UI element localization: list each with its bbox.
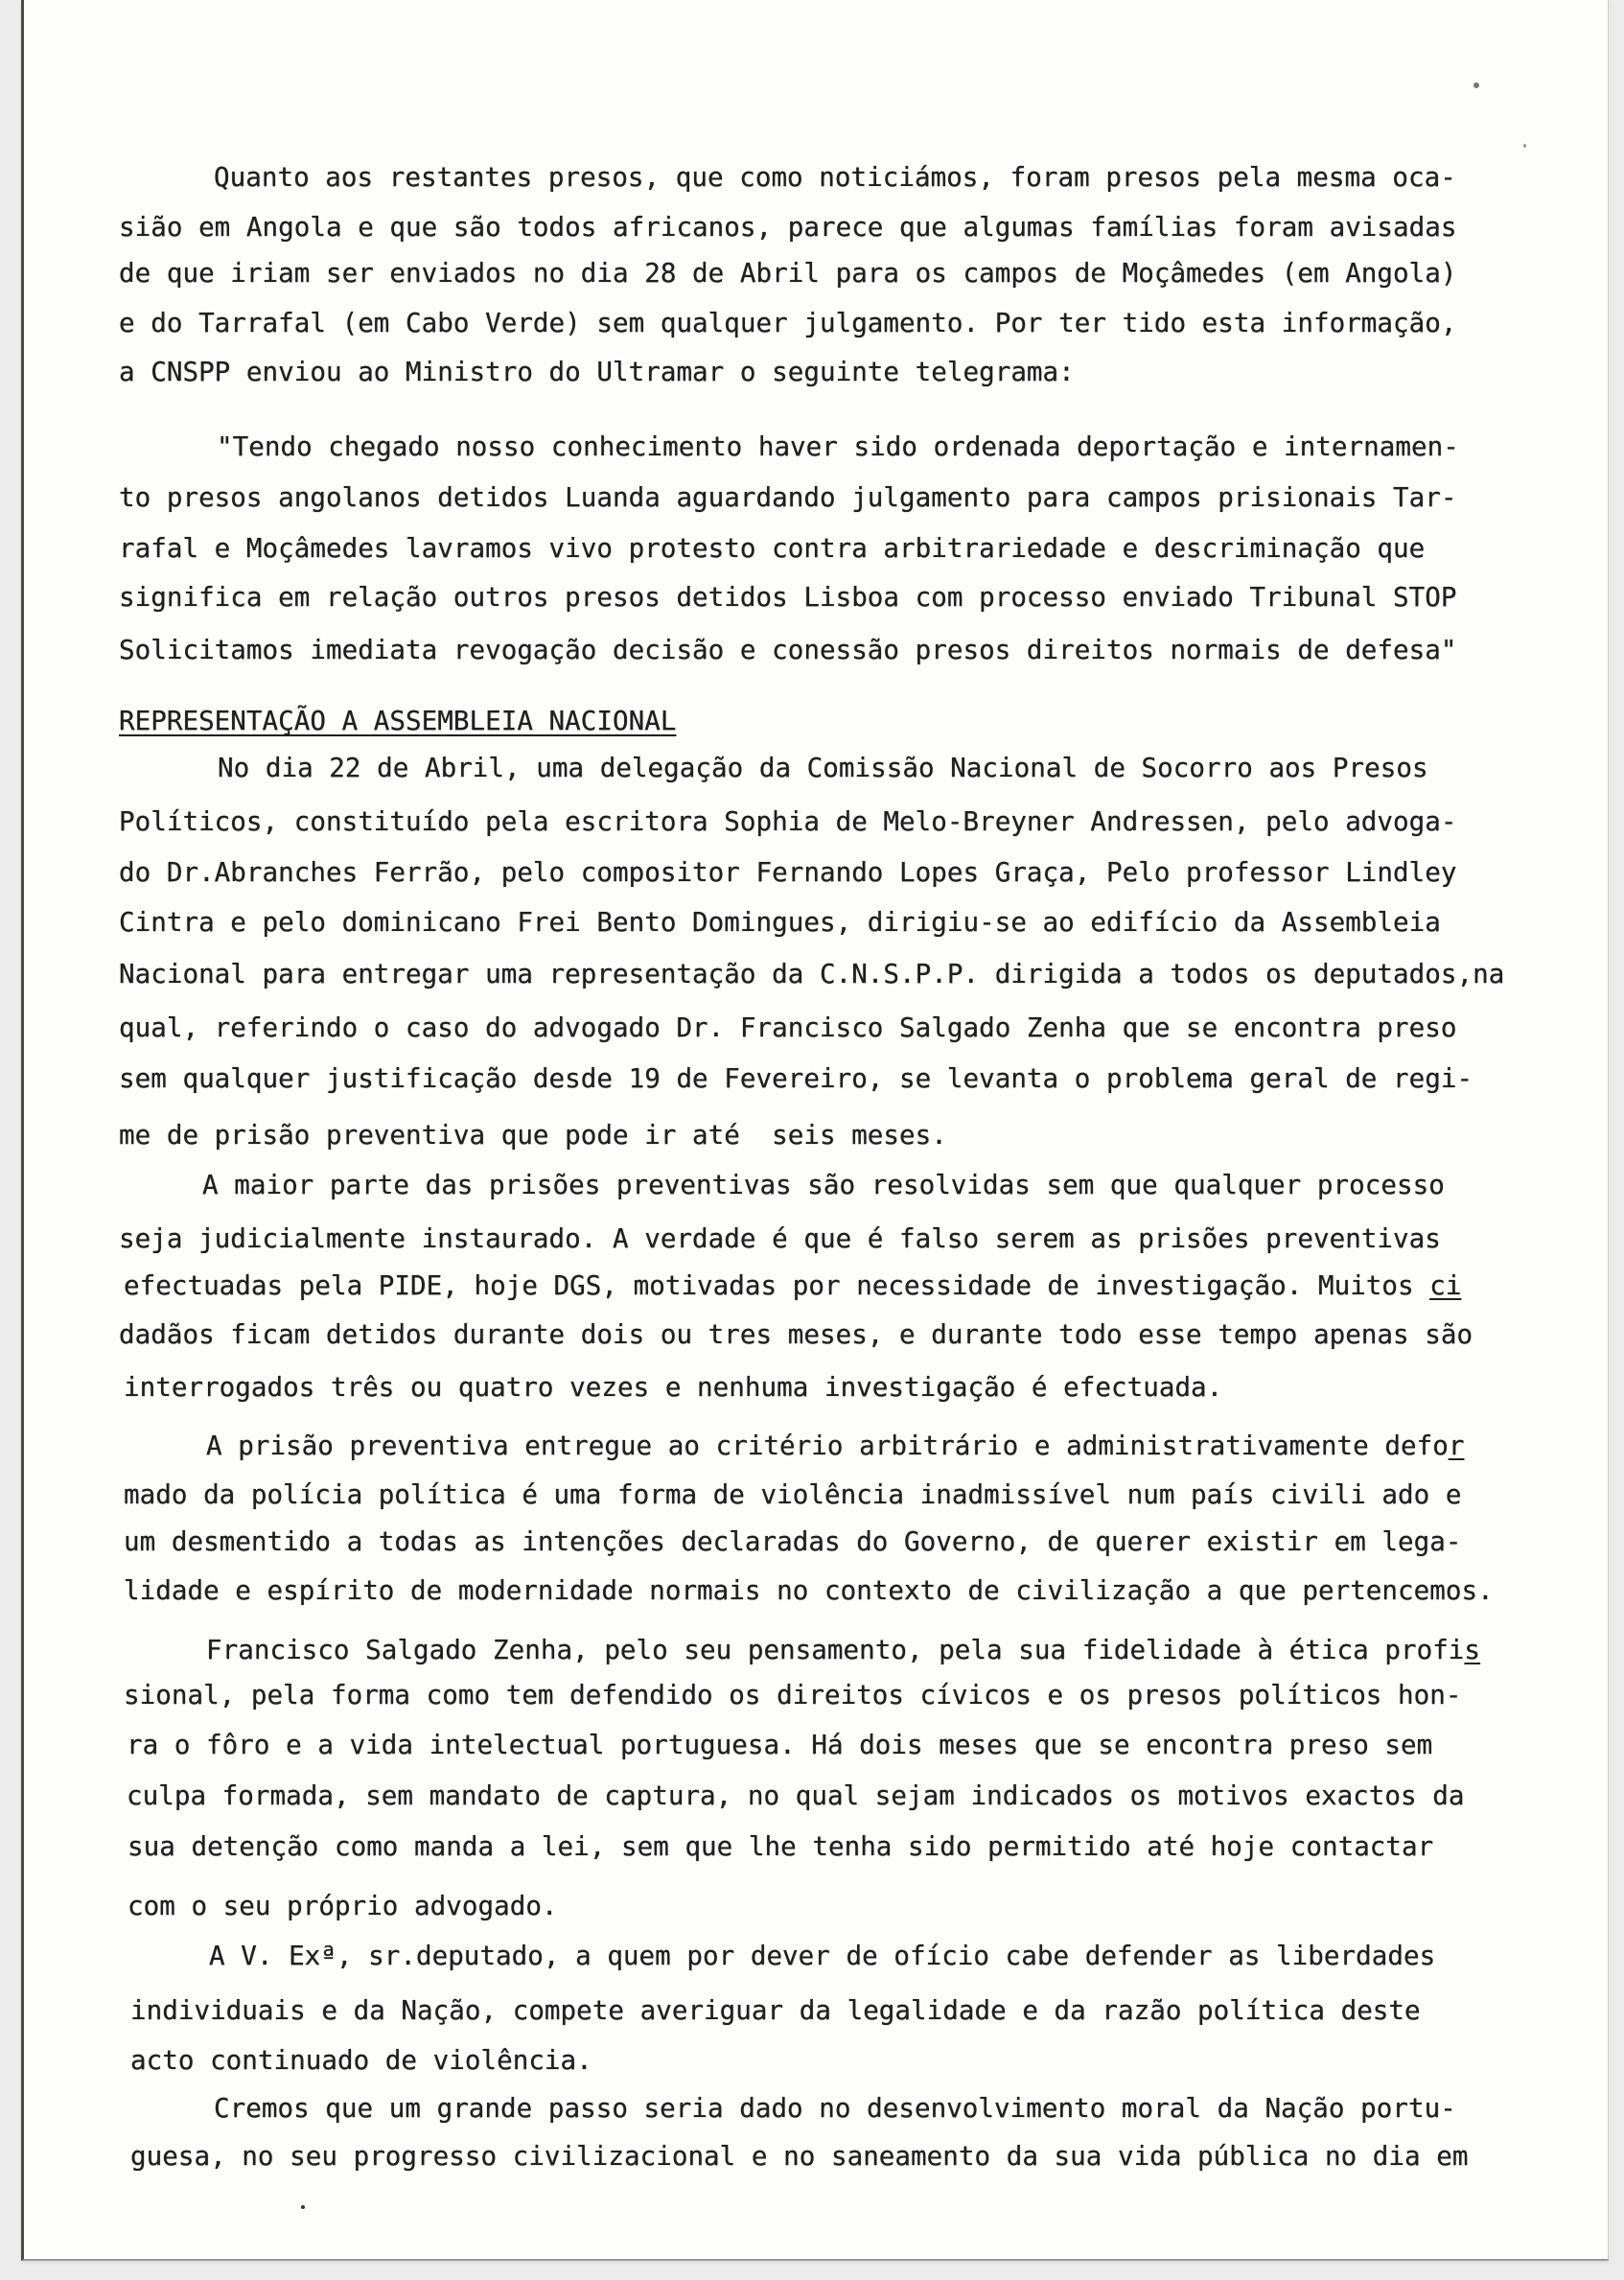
paper-speck	[1523, 144, 1526, 148]
underlined-fragment: r	[1448, 1430, 1465, 1461]
text-line: sua detenção como manda a lei, sem que lhe tenha sido permitido até hoje contactar	[128, 1830, 1434, 1862]
text-line: com o seu próprio advogado.	[128, 1890, 558, 1921]
text-line: Cremos que um grande passo seria dado no desenvolvimento moral da Nação portu-	[214, 2092, 1456, 2124]
text-line: e do Tarrafal (em Cabo Verde) sem qualquer julgamento. Por ter tido esta informação,	[119, 307, 1457, 338]
paper-speck	[1473, 82, 1479, 88]
text-line: do Dr.Abranches Ferrão, pelo compositor Fernando Lopes Graça, Pelo professor Lindley	[119, 856, 1457, 888]
text-line: qual, referindo o caso do advogado Dr. Francisco Salgado Zenha que se encontra preso	[119, 1012, 1457, 1043]
text-line: individuais e da Nação, compete averiguar da legalidade e da razão política deste	[130, 1994, 1421, 2026]
text-line: sião em Angola e que são todos africanos, parece que algumas famílias foram avisadas	[119, 211, 1457, 243]
paper-speck	[301, 2205, 305, 2209]
underlined-fragment: s	[1464, 1634, 1481, 1665]
telegram-line: rafal e Moçâmedes lavramos vivo protesto contra arbitrariedade e descriminação que	[119, 532, 1426, 564]
text-line: A V. Exª, sr.deputado, a quem por dever de ofício cabe defender as liberdades	[209, 1940, 1436, 1971]
telegram-line: significa em relação outros presos detidos Lisboa com processo enviado Tribunal STOP	[119, 581, 1457, 613]
text-line: sem qualquer justificação desde 19 de Fevereiro, se levanta o problema geral de regi-	[119, 1062, 1473, 1094]
text-line: dadãos ficam detidos durante dois ou tres meses, e durante todo esse tempo apenas são	[119, 1318, 1473, 1350]
text-line: ra o fôro e a vida intelectual portuguesa. Há dois meses que se encontra preso sem	[127, 1729, 1433, 1760]
text-line: de que iriam ser enviados no dia 28 de Abril para os campos de Moçâmedes (em Angola)	[119, 257, 1457, 289]
text-line: sional, pela forma como tem defendido os direitos cívicos e os presos políticos hon-	[124, 1679, 1462, 1710]
text-line: Políticos, constituído pela escritora Sophia de Melo-Breyner Andressen, pelo advoga-	[119, 805, 1457, 837]
section-heading: REPRESENTAÇÃO A ASSEMBLEIA NACIONAL	[119, 705, 677, 736]
text-line: interrogados três ou quatro vezes e nenhuma investigação é efectuada.	[124, 1371, 1223, 1403]
text-line: lidade e espírito de modernidade normais no contexto de civilização a que pertencemos.	[124, 1574, 1494, 1606]
text-line: Nacional para entregar uma representação da C.N.S.P.P. dirigida a todos os deputados,na	[119, 958, 1505, 989]
text-line: A maior parte das prisões preventivas são resolvidas sem que qualquer processo	[202, 1169, 1445, 1200]
text-line: Cintra e pelo dominicano Frei Bento Domingues, dirigiu-se ao edifício da Assembleia	[119, 906, 1441, 938]
underlined-fragment: ci	[1429, 1269, 1462, 1301]
text-line: acto continuado de violência.	[130, 2044, 592, 2076]
text-line: guesa, no seu progresso civilizacional e no saneamento da sua vida pública no dia em	[130, 2140, 1469, 2172]
telegram-line: to presos angolanos detidos Luanda aguardando julgamento para campos prisionais Tar-	[119, 481, 1457, 513]
text-line: Quanto aos restantes presos, que como noticiámos, foram presos pela mesma oca-	[214, 161, 1456, 193]
text-line: culpa formada, sem mandato de captura, no qual sejam indicados os motivos exactos da	[127, 1780, 1465, 1811]
text-line: a CNSPP enviou ao Ministro do Ultramar o seguinte telegrama:	[119, 356, 1075, 387]
telegram-line: "Tendo chegado nosso conhecimento haver sido ordenada deportação e internamen-	[217, 430, 1459, 462]
telegram-line: Solicitamos imediata revogação decisão e conessão presos direitos normais de defesa"	[119, 634, 1457, 665]
text-line: me de prisão preventiva que pode ir até seis meses.	[119, 1119, 947, 1151]
document-page	[21, 0, 1609, 2261]
text-line: A prisão preventiva entregue ao critério arbitrário e administrativamente defor	[206, 1430, 1465, 1461]
text-line: seja judicialmente instaurado. A verdade é que é falso serem as prisões preventivas	[119, 1222, 1441, 1254]
text-line: No dia 22 de Abril, uma delegação da Comissão Nacional de Socorro aos Presos	[218, 752, 1428, 783]
text-line: efectuadas pela PIDE, hoje DGS, motivadas por necessidade de investigação. Muitos ci	[124, 1269, 1462, 1301]
text-line: Francisco Salgado Zenha, pelo seu pensamento, pela sua fidelidade à ética profis	[206, 1634, 1481, 1665]
text-line: um desmentido a todas as intenções declaradas do Governo, de querer existir em lega-	[124, 1525, 1462, 1557]
text-line: mado da polícia política é uma forma de violência inadmissível num país civili ado e	[124, 1478, 1462, 1510]
